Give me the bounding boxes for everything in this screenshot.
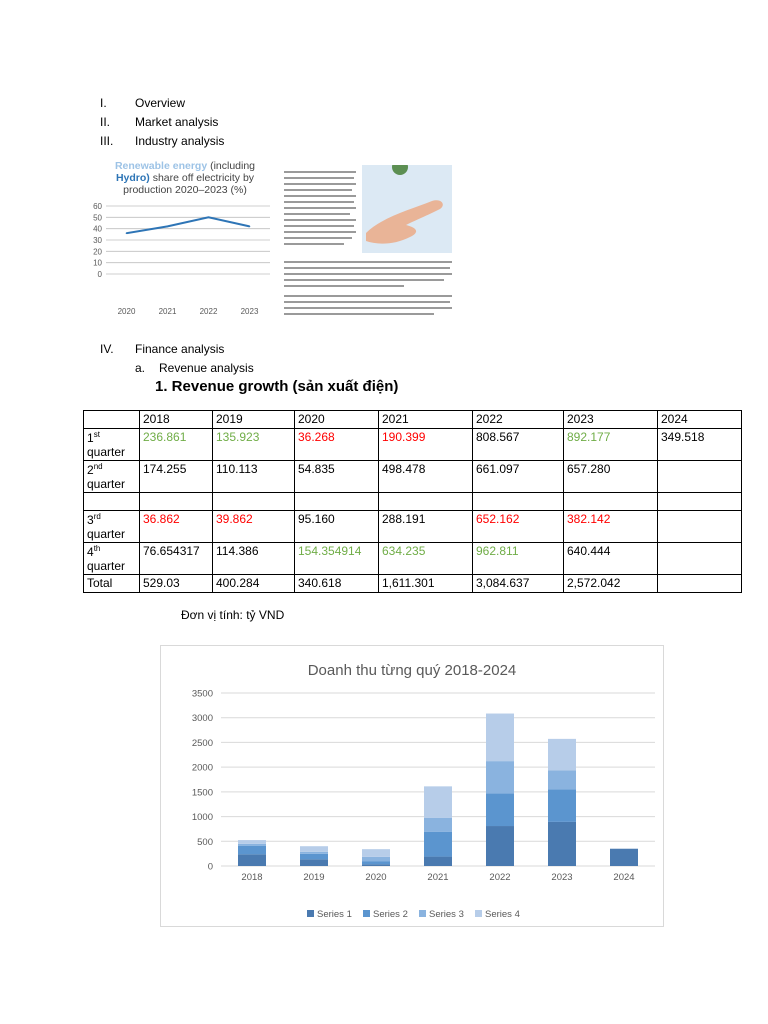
- header-year: 2019: [213, 411, 295, 429]
- table-cell: 36.268: [295, 429, 379, 461]
- table-row: [84, 543, 742, 575]
- table-cell: 95.160: [295, 511, 379, 543]
- table-cell: 892.177: [564, 429, 658, 461]
- table-cell: [473, 493, 564, 511]
- bar-segment: [424, 857, 452, 866]
- table-cell: 349.518: [658, 429, 742, 461]
- table-cell: 340.618: [295, 575, 379, 593]
- legend-swatch: [475, 910, 482, 917]
- row-label: [84, 493, 140, 511]
- outline-item: [100, 132, 224, 151]
- x-tick-label: 2019: [303, 872, 325, 883]
- y-tick-label: 0: [97, 270, 102, 279]
- table-cell: 110.113: [213, 461, 295, 493]
- bar-segment: [238, 846, 266, 855]
- revenue-table: [83, 410, 742, 593]
- table-cell: [658, 493, 742, 511]
- legend-swatch: [363, 910, 370, 917]
- text-line: [284, 243, 344, 245]
- quarter-suffix: nd: [93, 462, 103, 471]
- line-chart-title: [84, 160, 274, 196]
- quarterly-revenue-chart: [160, 645, 664, 927]
- bar-segment: [238, 840, 266, 844]
- table-row: [84, 575, 742, 593]
- x-tick-label: 2022: [199, 307, 218, 316]
- bar-chart-svg: [161, 646, 663, 926]
- y-tick-label: 2000: [191, 762, 213, 774]
- bar-segment: [610, 849, 638, 866]
- table-cell: 2,572.042: [564, 575, 658, 593]
- quarter-suffix: th: [93, 544, 101, 553]
- y-tick-label: 1500: [191, 787, 213, 799]
- text-line: [284, 279, 444, 281]
- y-tick-label: 60: [93, 202, 102, 211]
- article-illustration: [282, 165, 454, 325]
- outline-finance: [100, 340, 254, 378]
- header-year: 2020: [295, 411, 379, 429]
- header-year: 2021: [379, 411, 473, 429]
- y-tick-label: 3500: [191, 688, 213, 700]
- x-tick-label: 2020: [117, 307, 136, 316]
- bar-segment: [486, 826, 514, 866]
- title-part: share off electricity by: [149, 172, 255, 184]
- y-tick-label: 0: [207, 861, 213, 873]
- outline-num: I.: [100, 96, 107, 110]
- title-part: production 2020–2023 (%): [123, 184, 247, 196]
- table-cell: [379, 493, 473, 511]
- bar-segment: [362, 861, 390, 864]
- bar-segment: [362, 857, 390, 862]
- text-line: [284, 189, 352, 191]
- bar-segment: [362, 864, 390, 866]
- x-tick-label: 2023: [240, 307, 259, 316]
- header-year: 2018: [140, 411, 213, 429]
- title-hydro: Hydro): [115, 172, 150, 184]
- quarter-number: 1: [87, 431, 94, 445]
- x-tick-label: 2018: [241, 872, 263, 883]
- outline-num: II.: [100, 115, 111, 129]
- table-cell: 76.654317: [140, 543, 213, 575]
- table-cell: 1,611.301: [379, 575, 473, 593]
- x-tick-label: 2021: [427, 872, 449, 883]
- quarter-number: 3: [87, 513, 94, 527]
- table-cell: 54.835: [295, 461, 379, 493]
- x-tick-label: 2021: [158, 307, 177, 316]
- bar-segment: [486, 714, 514, 762]
- article-image: [282, 165, 454, 325]
- text-line: [284, 177, 354, 179]
- table-cell: [213, 493, 295, 511]
- table-cell: 236.861: [140, 429, 213, 461]
- row-label: [84, 429, 140, 461]
- header-year: 2022: [473, 411, 564, 429]
- table-cell: [658, 511, 742, 543]
- row-label-text: Total: [87, 576, 113, 590]
- y-tick-label: 3000: [191, 713, 213, 725]
- row-label-text: quarter: [87, 445, 126, 459]
- outline-item: [100, 113, 224, 132]
- legend-label: Series 2: [373, 909, 408, 920]
- legend-label: Series 1: [317, 909, 352, 920]
- table-cell: 634.235: [379, 543, 473, 575]
- x-tick-label: 2023: [551, 872, 573, 883]
- x-tick-label: 2020: [365, 872, 387, 883]
- chart-title: Doanh thu từng quý 2018-2024: [307, 662, 517, 679]
- bar-segment: [424, 818, 452, 832]
- table-cell: 640.444: [564, 543, 658, 575]
- outline-subnum: a.: [135, 361, 146, 375]
- text-line: [284, 231, 356, 233]
- table-cell: 962.811: [473, 543, 564, 575]
- table-row: [84, 429, 742, 461]
- table-cell: 529.03: [140, 575, 213, 593]
- header-corner: [84, 411, 140, 429]
- header-year: 2023: [564, 411, 658, 429]
- row-label-text: quarter: [87, 559, 126, 573]
- section-heading: 1. Revenue growth (sản xuất điện): [155, 378, 399, 395]
- table-cell: 382.142: [564, 511, 658, 543]
- y-tick-label: 500: [197, 836, 213, 848]
- y-tick-label: 30: [93, 236, 102, 245]
- quarter-suffix: st: [93, 430, 100, 439]
- line-chart-plot: [84, 200, 274, 320]
- table-cell: 498.478: [379, 461, 473, 493]
- bar-segment: [548, 739, 576, 771]
- row-label-text: quarter: [87, 477, 126, 491]
- bar-segment: [424, 832, 452, 857]
- quarter-suffix: rd: [93, 512, 101, 521]
- table-cell: 652.162: [473, 511, 564, 543]
- line-series: [127, 217, 250, 233]
- outline-label: Industry analysis: [135, 134, 225, 148]
- bar-segment: [300, 854, 328, 859]
- table-cell: [658, 575, 742, 593]
- bar-segment: [486, 761, 514, 793]
- renewable-line-chart: [84, 160, 274, 320]
- outline-sublabel: Revenue analysis: [159, 361, 254, 375]
- outline-list: [100, 94, 224, 151]
- outline-label: Market analysis: [135, 115, 219, 129]
- table-header-row: [84, 411, 742, 429]
- bar-segment: [486, 793, 514, 826]
- bar-segment: [362, 849, 390, 857]
- row-label: [84, 511, 140, 543]
- legend-label: Series 3: [429, 909, 464, 920]
- bar-segment: [238, 844, 266, 846]
- y-tick-label: 40: [93, 224, 102, 234]
- title-part: (including: [207, 160, 256, 172]
- bar-segment: [300, 846, 328, 852]
- x-tick-label: 2022: [489, 872, 511, 883]
- table-cell: 174.255: [140, 461, 213, 493]
- header-year: 2024: [658, 411, 742, 429]
- table-cell: 135.923: [213, 429, 295, 461]
- text-line: [284, 225, 354, 227]
- text-line: [284, 295, 452, 297]
- text-line: [284, 285, 404, 287]
- y-tick-label: 10: [93, 258, 102, 268]
- table-cell: 154.354914: [295, 543, 379, 575]
- bar-segment: [548, 789, 576, 821]
- text-line: [284, 267, 450, 269]
- table-cell: 36.862: [140, 511, 213, 543]
- y-tick-label: 2500: [191, 737, 213, 749]
- outline-num: IV.: [100, 342, 114, 356]
- text-line: [284, 273, 452, 275]
- bar-segment: [548, 771, 576, 790]
- y-tick-label: 1000: [191, 812, 213, 824]
- table-cell: 808.567: [473, 429, 564, 461]
- text-line: [284, 183, 356, 185]
- text-line: [284, 171, 356, 173]
- table-cell: [658, 461, 742, 493]
- table-cell: 190.399: [379, 429, 473, 461]
- x-tick-label: 2024: [613, 872, 635, 883]
- text-line: [284, 207, 356, 209]
- quarter-number: 2: [87, 463, 94, 477]
- table-cell: [564, 493, 658, 511]
- line-point: [126, 232, 128, 234]
- text-line: [284, 219, 356, 221]
- quarter-number: 4: [87, 545, 94, 559]
- line-point: [208, 217, 210, 219]
- text-line: [284, 307, 452, 309]
- outline-label: Overview: [135, 96, 186, 110]
- table-cell: 657.280: [564, 461, 658, 493]
- text-line: [284, 313, 434, 315]
- legend-swatch: [307, 910, 314, 917]
- row-label: [84, 543, 140, 575]
- outline-item: [100, 340, 254, 359]
- table-cell: 3,084.637: [473, 575, 564, 593]
- outline-subitem: [100, 359, 254, 378]
- text-line: [284, 301, 450, 303]
- row-label: [84, 575, 140, 593]
- bar-segment: [238, 854, 266, 866]
- table-cell: 39.862: [213, 511, 295, 543]
- bar-segment: [424, 786, 452, 817]
- outline-num: III.: [100, 134, 114, 148]
- y-tick-label: 20: [93, 247, 102, 257]
- bar-segment: [300, 852, 328, 854]
- table-cell: [140, 493, 213, 511]
- table-cell: 400.284: [213, 575, 295, 593]
- legend-swatch: [419, 910, 426, 917]
- text-line: [284, 201, 354, 203]
- table-row: [84, 511, 742, 543]
- row-label: [84, 461, 140, 493]
- table-cell: [295, 493, 379, 511]
- table-cell: 288.191: [379, 511, 473, 543]
- outline-item: [100, 94, 224, 113]
- outline-label: Finance analysis: [135, 342, 225, 356]
- title-highlight: Renewable energy: [114, 160, 208, 172]
- table-cell: 114.386: [213, 543, 295, 575]
- table-cell: [658, 543, 742, 575]
- text-line: [284, 261, 452, 263]
- text-line: [284, 213, 350, 215]
- row-label-text: quarter: [87, 527, 126, 541]
- bar-segment: [548, 822, 576, 866]
- text-line: [284, 237, 352, 239]
- legend-label: Series 4: [485, 909, 520, 920]
- table-row: [84, 461, 742, 493]
- line-point: [249, 226, 251, 228]
- table-cell: 661.097: [473, 461, 564, 493]
- y-tick-label: 50: [93, 213, 102, 223]
- unit-note: Đơn vị tính: tỷ VND: [181, 608, 285, 622]
- text-line: [284, 195, 356, 197]
- table-row: [84, 493, 742, 511]
- bar-segment: [300, 859, 328, 866]
- line-point: [167, 226, 169, 228]
